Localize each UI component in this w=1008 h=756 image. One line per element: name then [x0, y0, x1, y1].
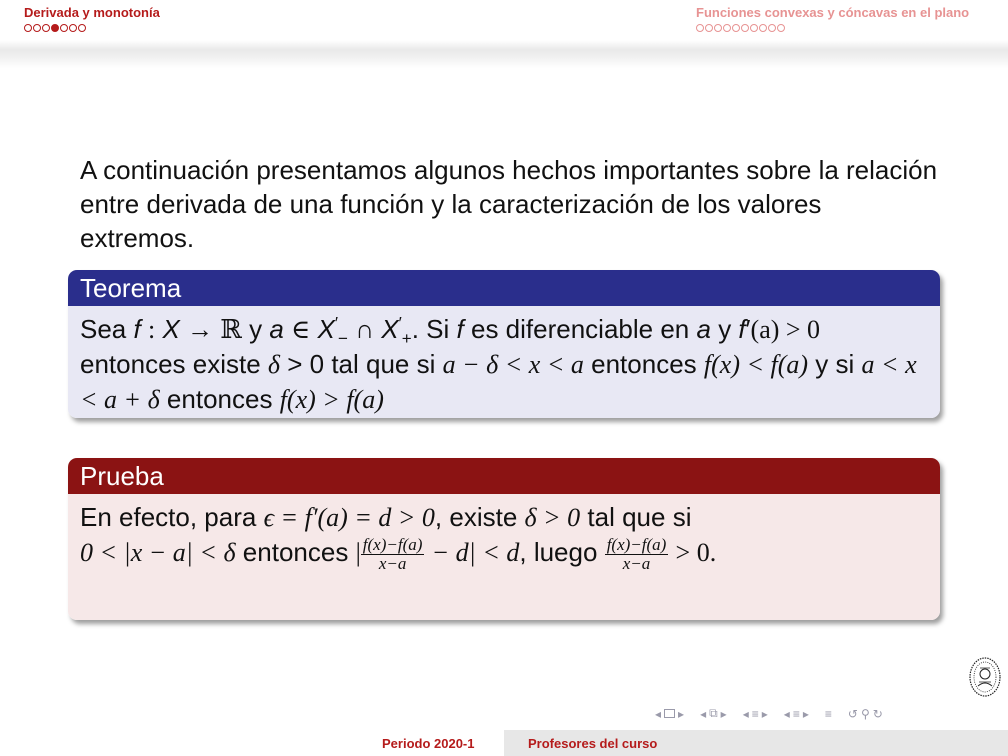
frame-prev-icon[interactable]: ◂ [700, 706, 707, 721]
footer-right-panel [504, 730, 1008, 756]
frame-dot[interactable] [723, 24, 731, 32]
frame-dot[interactable] [60, 24, 68, 32]
proof-block [68, 458, 940, 620]
current-section-frame-dots [24, 24, 86, 32]
subsection-next-icon[interactable]: ▸ [761, 706, 768, 721]
frame-dot[interactable] [696, 24, 704, 32]
next-section-link[interactable]: Funciones convexas y cóncavas en el plano [696, 5, 970, 20]
frame-dot[interactable] [741, 24, 749, 32]
current-section-link[interactable]: Derivada y monotonía [24, 5, 160, 20]
slide-next-icon[interactable]: ▸ [678, 706, 685, 721]
frame-next-icon[interactable]: ▸ [720, 706, 727, 721]
slide-icon[interactable] [664, 709, 675, 718]
proof-content: En efecto, para ϵ = f′(a) = d > 0, existe δ > 0 tal que si 0 < |x − a| < δ entonces | $\frac{f(x)-f(a)}{x-a}$ − d| < d, luego $\frac{f(x)-f(a)}{x-a}$ > 0. [68, 494, 940, 620]
header-navigation [0, 0, 1008, 68]
frame-dot[interactable] [714, 24, 722, 32]
difference-quotient: $\frac{f(x)-f(a)}{x-a}$ [362, 534, 423, 573]
frame-dot[interactable] [33, 24, 41, 32]
frame-dot[interactable] [777, 24, 785, 32]
section-prev-icon[interactable]: ◂ [783, 706, 790, 721]
next-section-frame-dots [696, 24, 785, 32]
footer-authors: Profesores del curso [528, 736, 658, 751]
frame-dot[interactable] [78, 24, 86, 32]
frame-dot[interactable] [759, 24, 767, 32]
slide-prev-icon[interactable]: ◂ [655, 706, 662, 721]
theorem-block [68, 270, 940, 418]
proof-title: Prueba [68, 458, 940, 494]
subsection-prev-icon[interactable]: ◂ [742, 706, 749, 721]
frame-dot[interactable] [732, 24, 740, 32]
frame-dot[interactable] [69, 24, 77, 32]
section-icon[interactable]: ≡ [792, 706, 800, 721]
current-frame-dot[interactable] [51, 24, 59, 32]
document-icon[interactable]: ≡ [824, 706, 832, 721]
footer-period: Periodo 2020-1 [382, 736, 475, 751]
back-icon[interactable]: ↺ [847, 706, 858, 721]
frame-dot[interactable] [768, 24, 776, 32]
difference-quotient: $\frac{f(x)-f(a)}{x-a}$ [606, 534, 667, 573]
search-icon[interactable]: ⚲ [860, 706, 870, 721]
intro-paragraph: A continuación presentamos algunos hechos importantes sobre la relación entre derivada de una función y la caracterización de los valores extremos. [80, 155, 938, 253]
frame-dot[interactable] [750, 24, 758, 32]
footer [0, 730, 1008, 756]
section-next-icon[interactable]: ▸ [802, 706, 809, 721]
frame-dot[interactable] [24, 24, 32, 32]
theorem-title: Teorema [68, 270, 940, 306]
frame-icon[interactable]: ⧉ [709, 706, 718, 720]
beamer-navigation-bar [655, 706, 883, 721]
university-seal-logo [968, 656, 1002, 698]
theorem-content: Sea f : X → ℝ y a ∈ $X'_-$ ∩ $X'_+$. Si f es diferenciable en a y f′(a) > 0 entonces existe δ > 0 tal que si a − δ < x < a entonces f(x) < f(a) y si a < x < a + δ entonces f(x) > f(a) [68, 306, 940, 418]
forward-icon[interactable]: ↻ [872, 706, 883, 721]
subsection-icon[interactable]: ≡ [751, 706, 759, 721]
frame-dot[interactable] [705, 24, 713, 32]
frame-dot[interactable] [42, 24, 50, 32]
footer-left-panel [0, 730, 504, 756]
